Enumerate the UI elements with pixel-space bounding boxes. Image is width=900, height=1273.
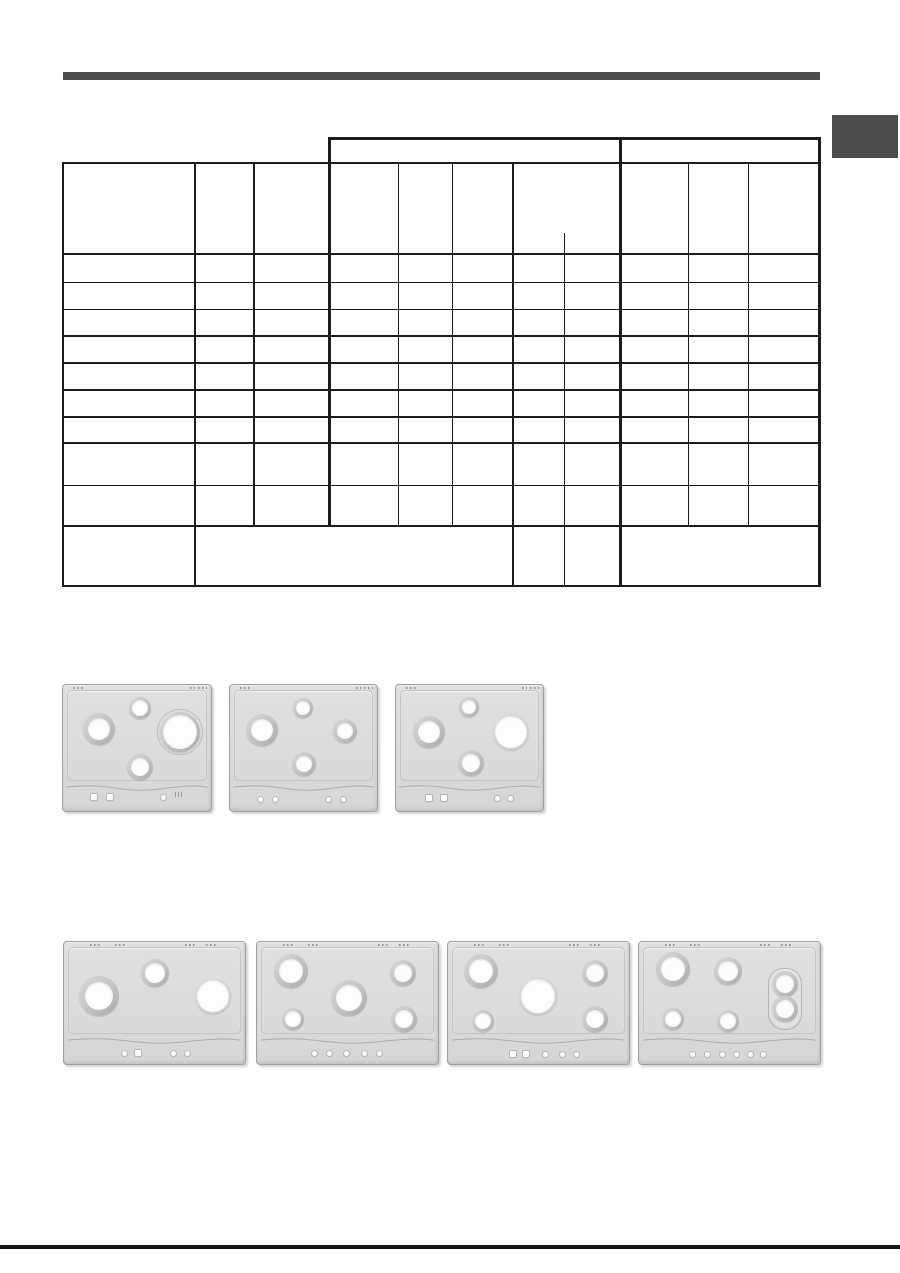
edge-tick-marks [283,944,293,946]
burner-center [469,959,493,983]
oval-fish-burner-zone [768,968,802,1030]
burner-circle [127,754,153,780]
edge-tick-marks [522,687,527,689]
table-vertical-line [619,137,622,587]
control-knob-dot [326,797,331,802]
control-knob-dot [107,794,113,800]
burner-circle [246,714,278,746]
burner-center [251,719,273,741]
burner-circle [293,698,313,718]
table-horizontal-line [62,362,820,364]
burner-center [132,700,148,716]
control-knob-dot [441,795,447,801]
gas-hob-diagram [638,941,821,1065]
edge-tick-marks [665,944,675,946]
table-vertical-line [818,137,821,587]
control-knob-dot [761,1052,766,1057]
burner-circle [717,1010,739,1032]
gas-hob-diagram [256,941,439,1065]
table-vertical-line [398,162,399,527]
control-knob-dot [135,1050,141,1056]
control-panel-wave-line [261,1034,435,1048]
gas-hob-diagram [229,684,378,812]
burner-circle [662,1008,684,1030]
control-panel-wave-line [399,781,540,795]
burner-center [145,963,165,983]
burner-circle [459,697,479,717]
footer-rule [0,1245,900,1249]
burner-circle [582,960,608,986]
burner-center [586,1010,604,1028]
edge-tick-marks [190,687,195,689]
control-knob-dot [122,1051,127,1056]
table-horizontal-line [62,309,820,310]
burner-center [661,957,685,981]
table-horizontal-line [62,442,820,444]
control-knob-dot [312,1051,317,1056]
burner-circle [83,713,115,745]
table-vertical-line [62,162,64,587]
edge-tick-marks [590,944,600,946]
edge-tick-marks [569,944,579,946]
table-vertical-line [688,162,689,527]
burner-center [395,1010,413,1028]
table-horizontal-line [62,335,820,337]
burner-center [462,754,480,772]
burner-circle [458,750,484,776]
edge-tick-marks [115,944,125,946]
burner-circle [656,952,690,986]
burner-center [131,758,149,776]
burner-circle [282,1008,304,1030]
table-vertical-line [748,162,749,527]
burner-center [337,723,353,739]
burner-circle [141,959,169,987]
burner-circle [195,978,231,1014]
burner-center [88,718,110,740]
burner-center [462,700,476,714]
burner-center [279,959,303,983]
edge-tick-marks [206,944,216,946]
control-knob-dot [362,1051,367,1056]
edge-tick-marks [308,944,318,946]
burner-center [718,961,738,981]
control-knob-dot [720,1052,725,1057]
gas-hob-diagram [63,941,246,1065]
burner-center [665,1011,681,1027]
burner-circle [464,954,498,988]
table-vertical-line [452,162,453,527]
control-panel-wave-line [452,1034,626,1048]
edge-tick-marks [399,944,409,946]
control-panel-wave-line [66,781,208,795]
burner-circle [519,977,557,1015]
edge-tick-marks [198,687,207,689]
burner-center [521,979,555,1013]
edge-tick-marks [474,944,484,946]
control-knob-dot [705,1052,710,1057]
burner-circle [391,1006,417,1032]
gas-hob-diagram [62,684,212,812]
burner-circle [772,996,798,1022]
burner-circle [331,980,367,1016]
edge-tick-marks [364,687,373,689]
control-knob-dot [748,1052,753,1057]
burner-circle [390,960,416,986]
control-knob-dot [734,1052,739,1057]
edge-tick-marks [73,687,85,689]
burner-center [776,975,794,993]
table-horizontal-line [62,389,820,391]
control-knob-dot [341,797,346,802]
control-knob-dot [185,1051,190,1056]
control-panel-wave-line [233,781,374,795]
burner-center [296,701,310,715]
burner-center [495,716,527,748]
control-knob-dot [523,1051,529,1057]
burner-center [85,982,113,1010]
edge-tick-marks [781,944,791,946]
burner-circle [413,716,445,748]
control-knob-dot [574,1052,579,1057]
table-horizontal-line [62,416,820,418]
table-vertical-line [328,137,331,527]
burner-circle [129,697,151,719]
edge-tick-marks [90,944,100,946]
table-vertical-line [253,162,255,527]
burner-circle [493,714,529,750]
control-knob-dot [426,795,432,801]
control-knob-dot [508,796,513,801]
burner-circle [472,1010,494,1032]
burner-circle [714,957,742,985]
burner-center [285,1011,301,1027]
control-knob-dot [377,1051,382,1056]
table-vertical-line [194,162,196,587]
control-knob-dot [91,794,97,800]
table-horizontal-line [62,485,820,486]
gas-hob-diagram [447,941,630,1065]
section-title-bar [63,72,820,80]
control-knob-dot [344,1051,349,1056]
burner-center [197,980,229,1012]
table-horizontal-line [62,253,820,255]
edge-tick-marks [690,944,700,946]
burner-circle [79,976,119,1016]
table-horizontal-line [328,137,820,140]
burner-center [394,964,412,982]
burner-center [418,721,440,743]
table-horizontal-line [62,525,820,527]
control-knob-dot [258,797,263,802]
control-knob-dot [510,1051,516,1057]
control-knob-dot [327,1051,332,1056]
table-horizontal-line [62,585,820,587]
edge-tick-marks [760,944,770,946]
burner-center [776,1000,794,1018]
burner-circle [160,712,200,752]
edge-tick-marks [240,687,252,689]
control-knob-dot [560,1052,565,1057]
control-knob-dot [690,1052,695,1057]
burner-circle [582,1006,608,1032]
burner-center [296,756,312,772]
table-vertical-line [564,233,565,587]
control-knob-dot [495,796,500,801]
burner-circle [274,954,308,988]
burner-center [586,964,604,982]
control-knob-dot [273,797,278,802]
burner-center [163,715,197,749]
table-horizontal-line [62,282,820,283]
edge-tick-marks [530,687,539,689]
control-panel-wave-line [643,1034,817,1048]
burner-center [336,985,362,1011]
table-horizontal-line [62,162,820,164]
control-knob-dot [161,795,166,800]
burner-circle [333,719,357,743]
edge-tick-marks [499,944,509,946]
edge-tick-marks [406,687,418,689]
burner-circle [292,752,316,776]
control-knob-dot [543,1052,548,1057]
gas-hob-diagram [395,684,544,812]
page-edge-tab [832,115,898,158]
knob-ticks-icon [175,792,183,797]
control-panel-wave-line [68,1034,242,1048]
control-knob-dot [171,1051,176,1056]
table-vertical-line [512,162,514,587]
burner-center [720,1013,736,1029]
edge-tick-marks [378,944,388,946]
edge-tick-marks [185,944,195,946]
edge-tick-marks [356,687,361,689]
burner-circle [772,971,798,997]
burner-center [475,1013,491,1029]
